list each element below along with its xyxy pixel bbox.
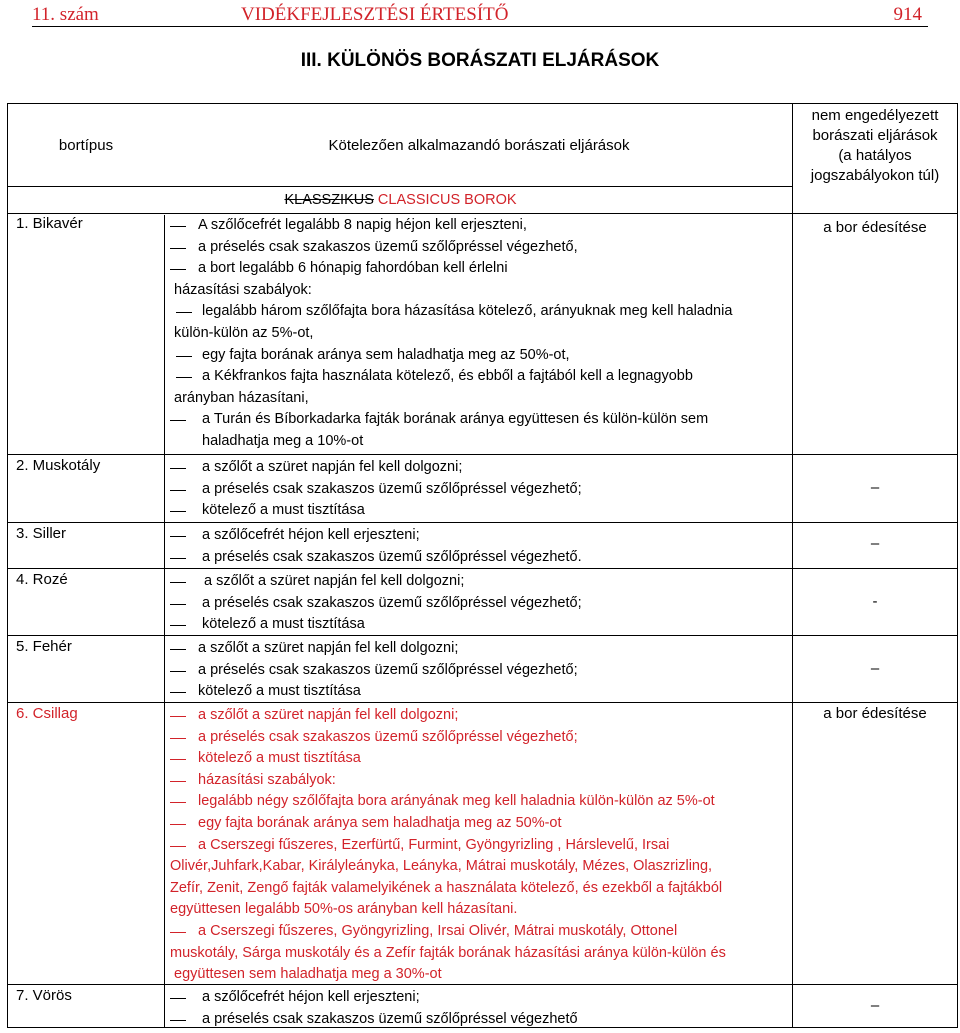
procedure-item: a préselés csak szakaszos üzemű szőlőpréssel végezhető; [202,594,582,611]
procedure-item: a préselés csak szakaszos üzemű szőlőpréssel végezhető; [202,480,582,497]
procedure-item: a Cserszegi fűszeres, Gyöngyrizling, Irsai Olivér, Mátrai muskotály, Ottonel [198,922,678,939]
header-not-permitted-line: nem engedélyezett [811,107,939,124]
section-title: III. KÜLÖNÖS BORÁSZATI ELJÁRÁSOK [300,50,660,71]
header-required-procedures: Kötelezően alkalmazandó borászati eljárások [328,137,630,154]
not-permitted-value: - [872,593,878,610]
procedure-item: kötelező a must tisztítása [202,616,365,633]
procedure-item: együttesen legalább 50%-os arányban kell házasítani. [170,901,518,918]
procedure-item: arányban házasítani, [174,389,309,406]
procedure-item: haladhatja meg a 10%-ot [202,432,364,449]
procedure-item: külön-külön az 5%-ot, [174,324,314,341]
procedure-item: muskotály, Sárga muskotály és a Zefír fajták borának házasítási aránya külön-külön és [170,944,726,961]
procedure-item: legalább három szőlőfajta bora házasítása kötelező, arányuknak meg kell haladnia [202,303,733,320]
page-header [32,2,928,27]
procedures-table [7,103,958,1028]
procedure-list [168,525,798,568]
wine-type: 5. Fehér [16,638,72,655]
not-permitted-value: – [870,660,880,677]
header-wine-type: bortípus [58,137,114,154]
procedure-item: Olivér,Juhfark,Kabar, Királyleányka, Leányka, Mátrai muskotály, Mézes, Olaszrizling, [170,858,713,875]
wine-type: 7. Vörös [16,987,72,1004]
procedure-item: legalább négy szőlőfajta bora arányának meg kell haladnia külön-külön az 5%-ot [198,793,715,810]
procedure-item: házasítási szabályok: [198,771,336,788]
procedure-list [168,457,798,522]
header-divider [8,186,793,187]
procedure-item: kötelező a must tisztítása [202,502,365,519]
procedure-item: a szőlőt a szüret napján fel kell dolgozni; [202,459,463,475]
page-number: 914 [893,4,922,25]
procedure-item: együttesen sem haladhatja meg a 30%-ot [174,966,442,983]
wine-type: 2. Muskotály [16,457,101,474]
row-divider [8,522,957,523]
classic-wines-heading [8,192,793,208]
procedure-list [168,987,798,1030]
wine-type: 4. Rozé [16,571,68,588]
wine-type: 3. Siller [16,525,67,542]
procedure-item: kötelező a must tisztítása [198,750,361,767]
procedure-item: házasítási szabályok: [174,281,312,298]
procedure-item: A szőlőcefrét legalább 8 napig héjon kell erjeszteni, [198,217,527,233]
procedure-item: a szőlőt a szüret napján fel kell dolgozni; [204,573,465,589]
procedure-list [168,638,798,703]
not-permitted-value: – [870,479,880,496]
procedure-item: a szőlőcefrét héjon kell erjeszteni; [202,527,420,543]
wine-type: 1. Bikavér [16,215,83,232]
procedure-item: Zefír, Zenit, Zengő fajták valamelyikének a használata kötelező, és ezekből a fajtákból [170,879,723,896]
classic-divider [8,213,957,214]
procedure-list [168,705,798,986]
procedure-list [168,215,798,453]
procedure-item: a Turán és Bíborkadarka fajták borának aránya együttesen és külön-külön sem [202,411,709,428]
procedure-item: a szőlőcefrét héjon kell erjeszteni; [202,989,420,1005]
header-not-permitted-line: (a hatályos [838,147,912,164]
wine-type: 6. Csillag [16,705,78,722]
row-divider [8,454,957,455]
procedure-item: a préselés csak szakaszos üzemű szőlőpréssel végezhető [202,1010,578,1027]
procedure-item: a szőlőt a szüret napján fel kell dolgozni; [198,707,459,723]
procedure-item: kötelező a must tisztítása [198,683,361,700]
not-permitted-value: a bor édesítése [823,219,927,236]
header-not-permitted [793,106,957,186]
procedure-item: egy fajta borának aránya sem haladhatja meg az 50%-ot, [202,346,570,363]
procedure-item: egy fajta borának aránya sem haladhatja meg az 50%-ot [198,814,562,831]
not-permitted-value: – [870,997,880,1014]
inserted-text: CLASSICUS BOROK [373,192,517,208]
procedure-item: a Kékfrankos fajta használata kötelező, és ebből a fajtából kell a legnagyobb [202,368,693,385]
header-not-permitted-line: borászati eljárások [812,127,938,144]
not-permitted-value: – [870,535,880,552]
procedure-item: a préselés csak szakaszos üzemű szőlőpréssel végezhető; [198,728,578,745]
procedure-item: a préselés csak szakaszos üzemű szőlőpréssel végezhető; [198,661,578,678]
procedure-item: a bort legalább 6 hónapig fahordóban kell érlelni [198,260,508,277]
procedure-item: a szőlőt a szüret napján fel kell dolgozni; [198,640,459,656]
procedure-list [168,571,798,636]
procedure-item: a Cserszegi fűszeres, Ezerfürtű, Furmint, Gyöngyrizling , Hárslevelű, Irsai [198,836,670,853]
col-divider-1 [164,215,165,1027]
publication-title: VIDÉKFEJLESZTÉSI ÉRTESÍTŐ [241,4,509,25]
procedure-item: a préselés csak szakaszos üzemű szőlőpréssel végezhető. [202,548,582,565]
procedure-item: a préselés csak szakaszos üzemű szőlőpréssel végezhető, [198,238,578,255]
struck-text: KLASSZIKUS [284,192,374,208]
not-permitted-value: a bor édesítése [823,705,927,722]
header-not-permitted-line: jogszabályokon túl) [810,167,940,184]
issue-number: 11. szám [32,4,99,25]
